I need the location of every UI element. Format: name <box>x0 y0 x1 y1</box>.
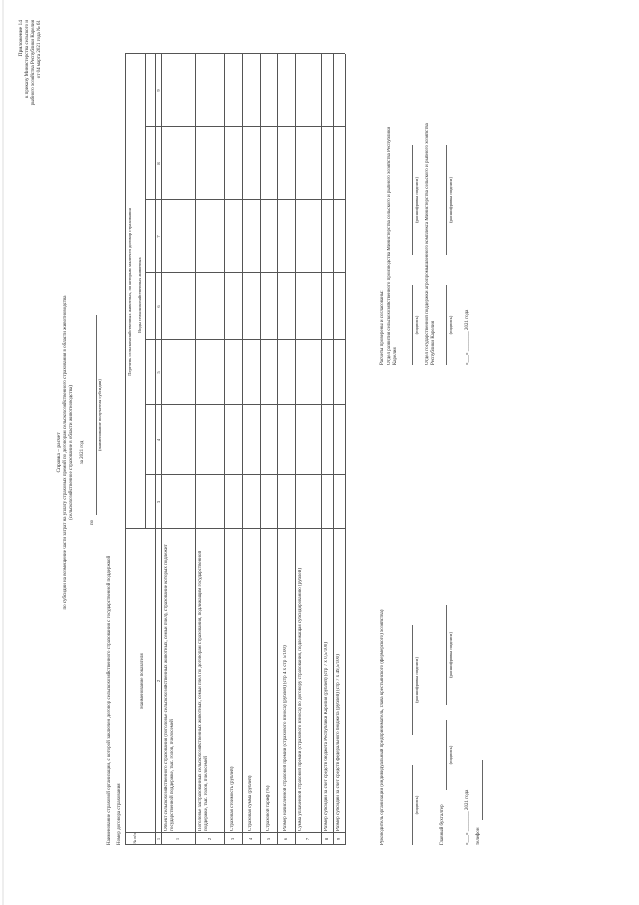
appendix-line-3: рыбного хозяйства Республики Карелия <box>31 20 36 106</box>
row-name: Страховая стоимость (рублей) <box>230 766 235 831</box>
col-header-name: Наименование показателя <box>140 653 145 709</box>
col-index: 1 <box>156 837 161 841</box>
row-name: Размер субсидии за счет средств бюджета Республики Карелия (рублей) (стр 7 х 0,5/100) <box>324 642 329 831</box>
row-number: 6 <box>283 837 288 841</box>
col-index: 3 <box>156 500 161 504</box>
accountant-decode-hint: (расшифровка подписи) <box>448 632 453 678</box>
row-name: Размер субсидии за счет средств федерального бюджета (рублей) (стр 7 х 49,5/100) <box>336 654 341 831</box>
row-name: Поголовье застрахованных сельскохозяйственных животных, семьи пчел по договорам страхования, подлежащим государственной поддержке, тыс. голов, пчелосемей <box>198 550 209 831</box>
col-index: 9 <box>156 89 161 92</box>
col-index: 8 <box>156 162 161 165</box>
appendix-line-4: от 04 марта 2021 года № 61 <box>37 20 42 79</box>
row-name: Размер начисленной страховой премии (страхового взноса) (рублей) (стр 4 х стр 5/100) <box>283 645 288 831</box>
document-subtitle: по субсидии на возмещение части затрат на уплату страховых премий по договорам сельскохозяйственного страхования в области животноводства <box>63 295 68 610</box>
col-index: 2 <box>156 679 161 683</box>
right-date-line: «___» ________ 2021 года <box>465 309 470 365</box>
document-title: Справка – расчет <box>56 432 62 473</box>
row-name: Страховая сумма (рублей) <box>248 775 253 831</box>
dept1-sign-hint: (подпись) <box>414 315 419 335</box>
head-decode-hint: (расшифровка подписи) <box>414 657 419 703</box>
policy-number-label: Номер договора страхования <box>117 783 122 845</box>
row-number: 1 <box>175 837 180 841</box>
document-subtitle-note: (сельскохозяйственное страхование в области животноводства) <box>69 385 74 520</box>
dept-production-label: Отдел развития сельскохозяйственного производства Министерства сельского и рыбного хозяйства Республики Карелия <box>387 126 398 365</box>
col-header-animal-types: Виды сельскохозяйственных животных <box>137 257 142 333</box>
recipient-prefix: по <box>90 519 95 525</box>
accountant-label: Главный бухгалтер <box>440 804 445 845</box>
head-signature-label: Руководитель организации (индивидуальный предприниматель, глава крестьянского (фермерского) хозяйства) <box>380 609 385 845</box>
row-number: 2 <box>207 837 212 841</box>
phone-label: телефон <box>476 827 481 845</box>
row-number: 8 <box>324 837 329 841</box>
appendix-number: Приложение 14 <box>18 20 24 57</box>
recipient-hint: (наименование получателя субсидии) <box>97 379 102 451</box>
checked-label: Расчеты проверены и согласованы: <box>380 290 385 365</box>
row-number: 9 <box>336 837 341 841</box>
col-header-num: № п/п <box>132 833 137 844</box>
head-sign-hint: (подпись) <box>414 795 419 815</box>
report-year: за 2021 год <box>80 440 85 465</box>
row-name: Объект сельскохозяйственного страхования (поголовье сельскохозяйственных животных, семьи пчел), страхование которых подлежит государственной поддержке, тыс. голов, пчелосемей <box>164 544 175 831</box>
row-number: 7 <box>305 837 310 841</box>
row-name: Страховой тариф (%) <box>266 785 271 831</box>
left-date-line: «___» ________ 2021 года <box>465 789 470 845</box>
insurer-label: Наименование страховой организации, с которой заключен договор сельскохозяйственного страхования с государственной поддержкой <box>107 555 112 845</box>
dept1-decode-hint: (расшифровка подписи) <box>414 177 419 223</box>
dept2-sign-hint: (подпись) <box>448 315 453 335</box>
accountant-sign-hint: (подпись) <box>448 745 453 765</box>
col-header-animals: Перечень сельскохозяйственных животных, по которым заключен договор страхования <box>127 208 132 376</box>
col-index: 4 <box>156 438 161 442</box>
row-number: 3 <box>230 837 235 841</box>
row-name: Сумма уплаченной страховой премии (страхового взноса) по договору страхования, подлежащая субсидированию (рублей) <box>298 568 303 831</box>
row-number: 5 <box>266 837 271 841</box>
col-index: 7 <box>156 235 161 238</box>
dept2-decode-hint: (расшифровка подписи) <box>448 177 453 223</box>
row-number: 4 <box>248 837 253 841</box>
col-index: 6 <box>156 305 161 308</box>
appendix-line-2: к приказу Министерства сельского и <box>25 20 30 99</box>
dept-support-label: Отдел государственной поддержки агропромышленного комплекса Министерства сельского и рыбного хозяйства Республики Карелия <box>425 123 436 365</box>
col-index: 5 <box>156 371 161 374</box>
